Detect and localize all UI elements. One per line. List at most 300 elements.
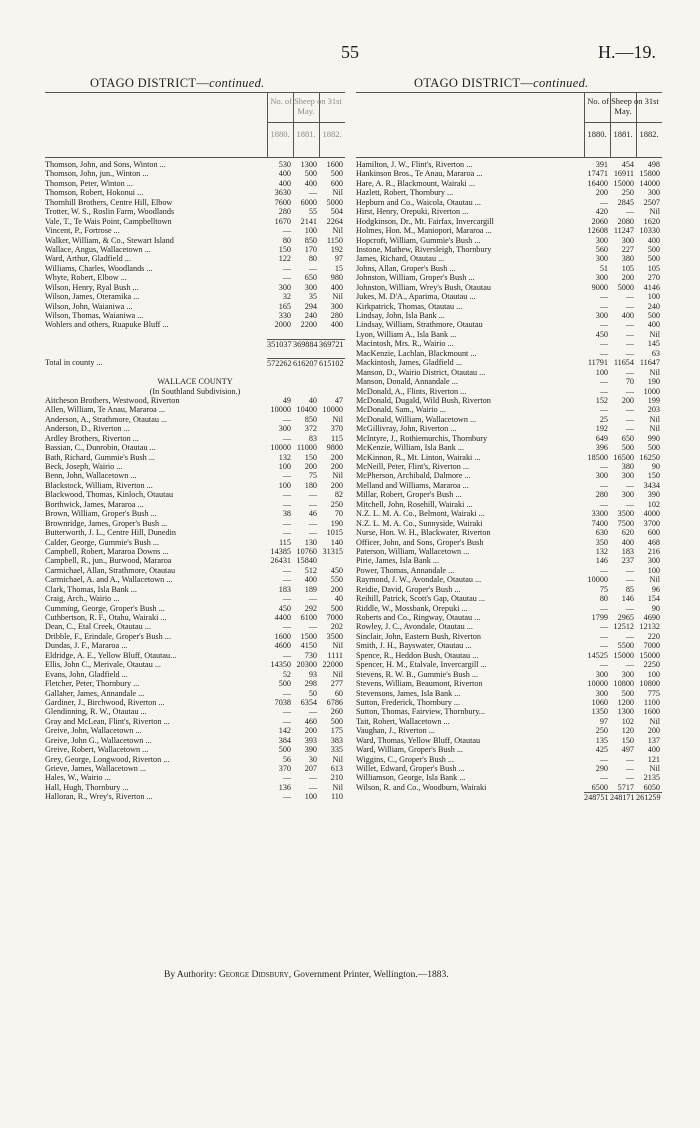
sheep-count-1880: — [599, 480, 608, 490]
owner-name: McDonald, William, Wallacetown ... [356, 414, 477, 424]
sheep-count-1881: 390 [304, 745, 317, 755]
table-row [356, 471, 662, 480]
sheep-count-1880 [267, 349, 293, 358]
sheep-count-1881: — [625, 414, 634, 424]
sheep-count-1880: — [599, 631, 608, 641]
sheep-count-1880: 10000 [270, 443, 291, 453]
sheep-count-1880: 6500 [591, 782, 608, 792]
table-row [45, 198, 345, 207]
sheep-count-1881: 616207 [293, 359, 318, 369]
sheep-count-1881: 620 [621, 528, 634, 538]
owner-name: Dean, C., Etal Creek, Otautau ... [45, 622, 151, 632]
table-row [45, 311, 345, 320]
owner-name: Grey, George, Longwood, Riverton ... [45, 754, 170, 764]
owner-name: Wohlers and others, Ruapuke Bluff ... [45, 320, 169, 330]
sheep-count-1881: — [625, 754, 634, 764]
sheep-count-1881: 30 [308, 754, 317, 764]
owner-name: Aitcheson Brothers, Westwood, Riverton [45, 395, 180, 405]
sheep-count-1881: 100 [304, 226, 317, 236]
sheep-count-1882: 600 [330, 178, 343, 188]
sheep-count-1881: 300 [304, 282, 317, 292]
owner-name: Williams, Charles, Woodlands ... [45, 263, 153, 273]
sheep-count-1881: 500 [621, 688, 634, 698]
owner-name: Hepburn and Co., Waicola, Otautau ... [356, 197, 481, 207]
table-row [356, 509, 662, 518]
sheep-count-1880: 14385 [270, 546, 291, 556]
table-row [356, 292, 662, 301]
sheep-count-1882 [319, 330, 345, 339]
sheep-count-1882: 775 [647, 688, 660, 698]
sheep-count-1882: 1015 [326, 528, 343, 538]
owner-name: Craig, Arch., Wairio ... [45, 594, 120, 604]
table-row [356, 717, 662, 726]
table-row [356, 745, 662, 754]
sheep-count-1881: 454 [621, 160, 634, 169]
sheep-count-1881: — [308, 518, 317, 528]
table-row [356, 169, 662, 178]
sheep-count-1882: 370 [330, 424, 343, 434]
table-row [45, 689, 345, 698]
sheep-count-1881: — [625, 386, 634, 396]
sheep-count-1882: 300 [647, 556, 660, 566]
owner-name: Wilson, James, Oteramika ... [45, 292, 140, 302]
owner-name: Melland and Williams, Mararoa ... [356, 480, 469, 490]
sheep-count-1881: 372 [304, 424, 317, 434]
sheep-count-1880: — [282, 575, 291, 585]
sheep-count-1880: 80 [282, 235, 291, 245]
owner-name: WALLACE COUNTY [157, 377, 233, 387]
owner-name: Ardley Brothers, Riverton ... [45, 433, 139, 443]
sheep-count-1880: 630 [595, 528, 608, 538]
table-row [45, 217, 345, 226]
sheep-count-1880: 500 [278, 679, 291, 689]
sheep-count-1880: 165 [278, 301, 291, 311]
sheep-count-1882: 9800 [326, 443, 343, 453]
sheep-count-1882: 100 [647, 292, 660, 302]
sheep-count-1880: 49 [282, 395, 291, 405]
sheep-count-1882: 10800 [639, 679, 660, 689]
sheep-count-1881: 130 [304, 537, 317, 547]
sheep-count-1882: 2135 [643, 773, 660, 783]
owner-name: Mackintosh, James, Gladfield ... [356, 358, 462, 368]
sheep-count-1881: 512 [304, 565, 317, 575]
sheep-count-1880: — [282, 471, 291, 481]
sheep-count-1881: — [625, 292, 634, 302]
sheep-count-1880: — [599, 348, 608, 358]
table-row [356, 330, 662, 339]
sheep-count-1880: 400 [278, 178, 291, 188]
owner-name: Bassian, C., Dunrobin, Otautau ... [45, 443, 156, 453]
sheep-count-1881: 200 [304, 726, 317, 736]
table-row [45, 547, 345, 556]
table-row [356, 538, 662, 547]
sheep-count-1882: 202 [330, 622, 343, 632]
owner-name: Wallace, Angus, Wallacetown ... [45, 244, 151, 254]
table-row [356, 613, 662, 622]
owner-name: James, Richard, Otautau ... [356, 254, 445, 264]
sheep-count-1882: 2264 [326, 216, 343, 226]
table-row [356, 670, 662, 679]
sheep-count-1882: 203 [647, 405, 660, 415]
sheep-count-1880: — [599, 377, 608, 387]
sheep-count-1882: 175 [330, 726, 343, 736]
owner-name: Hodgkinson, Dr., Mt. Fairfax, Invercargill [356, 216, 494, 226]
sheep-count-1882: 500 [330, 716, 343, 726]
table-row [45, 651, 345, 660]
sheep-count-1880: 450 [595, 329, 608, 339]
sheep-count-1881: 46 [308, 509, 317, 519]
table-row [45, 566, 345, 575]
sheep-count-1881: — [625, 329, 634, 339]
sheep-count-1881: — [625, 424, 634, 434]
owner-name: Blackwood, Thomas, Kinloch, Otautau [45, 490, 174, 500]
owner-name: Greive, Robert, Wallacetown ... [45, 745, 149, 755]
sheep-count-1880: 10000 [587, 679, 608, 689]
sheep-count-1880: 80 [599, 594, 608, 604]
owner-name: Thomson, Robert, Hokonui ... [45, 188, 144, 198]
table-row [45, 792, 345, 801]
total-row [356, 792, 662, 801]
sheep-count-1882: 190 [647, 377, 660, 387]
sheep-count-1881 [293, 349, 319, 358]
table-row [45, 462, 345, 471]
sheep-count-1882: 22000 [322, 660, 343, 670]
sheep-count-1882: 220 [647, 631, 660, 641]
sheep-count-1881: — [625, 480, 634, 490]
sheep-count-1881: 1300 [617, 707, 634, 717]
table-row [45, 273, 345, 282]
owner-name: Hales, W., Wairio ... [45, 773, 111, 783]
table-row [356, 368, 662, 377]
sheep-count-1882: 504 [330, 207, 343, 217]
sheep-count-1882: 1150 [326, 235, 343, 245]
total-row [45, 358, 345, 367]
sheep-count-1882: 4690 [643, 613, 660, 622]
year-1880: 1880. [587, 129, 607, 139]
owner-name: Eldridge, A. E., Yellow Bluff, Otautau... [45, 650, 177, 660]
sheep-count-1881: 10800 [613, 679, 634, 689]
sheep-count-1881: 4150 [300, 641, 317, 651]
table-row [45, 179, 345, 188]
sheep-count-1882: 300 [647, 188, 660, 198]
sheep-count-1882: 110 [331, 792, 343, 802]
right-district-title: OTAGO DISTRICT—continued. [414, 76, 589, 90]
sheep-count-1881: — [625, 405, 634, 415]
sheep-count-1881: 5500 [617, 641, 634, 651]
sheep-count-1882: 154 [647, 594, 660, 604]
sheep-count-1882: 468 [647, 537, 660, 547]
sheep-count-1880: 7600 [274, 197, 291, 207]
owner-name: Brownridge, James, Groper's Bush ... [45, 518, 168, 528]
sheep-count-1881: 93 [308, 669, 317, 679]
owner-name: Willet, Edward, Groper's Bush ... [356, 764, 465, 773]
sheep-count-1880: 280 [278, 207, 291, 217]
sheep-count-1881: 5717 [617, 782, 634, 792]
sheep-count-1882: 600 [647, 528, 660, 538]
sheep-count-1881: 400 [621, 311, 634, 320]
sheep-count-1881: 5000 [617, 282, 634, 292]
sheep-count-1882: 400 [647, 235, 660, 245]
table-row [45, 490, 345, 499]
sheep-count-1882: 150 [647, 471, 660, 481]
table-row [356, 547, 662, 556]
owner-name: Hamilton, J. W., Flint's, Riverton ... [356, 160, 473, 169]
sheep-count-1880: — [282, 226, 291, 236]
owner-name: Wilson, Henry, Ryal Bush ... [45, 282, 139, 292]
table-row [356, 226, 662, 235]
sheep-count-1881: — [625, 499, 634, 509]
sheep-count-1882: 1100 [643, 697, 660, 707]
sheep-count-1880: 4400 [274, 613, 291, 622]
table-row [45, 481, 345, 490]
sheep-count-1881: 1300 [300, 160, 317, 169]
owner-name: Blackstock, William, Riverton ... [45, 480, 153, 490]
table-row [45, 745, 345, 754]
table-row [45, 207, 345, 216]
table-row [45, 755, 345, 764]
owner-name: Hankinson Bros., Te Anau, Mararoa ... [356, 169, 483, 179]
sheep-count-1880: — [599, 386, 608, 396]
sheep-count-1882 [319, 368, 345, 377]
sheep-count-1882: 200 [330, 452, 343, 462]
sheep-count-1880: — [282, 433, 291, 443]
sheep-count-1882: 70 [334, 509, 343, 519]
table-row [45, 736, 345, 745]
sheep-count-1882: 200 [330, 480, 343, 490]
sheep-count-1880: 135 [595, 735, 608, 745]
table-row [356, 773, 662, 782]
sheep-count-1882: 105 [647, 263, 660, 273]
sheep-count-1881: 6100 [300, 613, 317, 622]
sheep-count-1882: 400 [647, 320, 660, 330]
sheep-count-1880: 75 [599, 584, 608, 594]
sheep-count-1880: 300 [278, 282, 291, 292]
sheep-count-1882: Nil [332, 292, 343, 302]
sheep-count-1880: 7400 [591, 518, 608, 528]
year-1882: 1882. [639, 129, 659, 139]
table-row [356, 453, 662, 462]
table-row [45, 434, 345, 443]
sheep-count-1881: 102 [621, 716, 634, 726]
sheep-count-1880: — [599, 641, 608, 651]
owner-name: Greive, John, Wallacetown ... [45, 726, 142, 736]
sheep-count-1880: — [282, 594, 291, 604]
sheep-count-1880: 300 [595, 471, 608, 481]
table-row [356, 500, 662, 509]
sheep-count-1882: Nil [649, 367, 660, 377]
table-row [45, 283, 345, 292]
table-row [356, 651, 662, 660]
sheep-count-1882: 400 [330, 320, 343, 330]
table-row [45, 641, 345, 650]
sheep-count-1882: 1600 [326, 160, 343, 169]
table-row [356, 245, 662, 254]
owner-name: Wiggins, C., Groper's Bush ... [356, 754, 455, 764]
owner-name: Raymond, J. W., Avondale, Otautau ... [356, 575, 482, 585]
sheep-count-1881: 150 [621, 735, 634, 745]
sheep-count-1882: 140 [330, 537, 343, 547]
sheep-count-1881: 460 [304, 716, 317, 726]
sheep-count-1882: Nil [332, 471, 343, 481]
sheep-count-1881: 200 [621, 273, 634, 283]
table-row [356, 320, 662, 329]
sheep-count-1882: 190 [330, 518, 343, 528]
sheep-count-1882: 1620 [643, 216, 660, 226]
sheep-count-1881: 300 [621, 235, 634, 245]
owner-name: Ward, Arthur, Gladfield ... [45, 254, 131, 264]
owner-name: Hirst, Henry, Orepuki, Riverton ... [356, 207, 469, 217]
owner-name: Paterson, William, Wallacetown ... [356, 546, 470, 556]
sheep-count-1881: 150 [304, 452, 317, 462]
table-row [45, 453, 345, 462]
sheep-count-1880: 1670 [274, 216, 291, 226]
owner-name: Riddle, W., Mossbank, Orepuki ... [356, 603, 468, 613]
sheep-count-1881: — [625, 603, 634, 613]
sheep-count-1882: Nil [649, 329, 660, 339]
sheep-count-1881: 300 [621, 471, 634, 481]
sheep-count-1882: 15000 [639, 650, 660, 660]
sheep-count-1882: 400 [330, 282, 343, 292]
table-row [45, 509, 345, 518]
sheep-count-1880: 32 [282, 292, 291, 302]
sheep-count-1880: 26431 [270, 556, 291, 566]
sheep-count-1882: 15800 [639, 169, 660, 179]
table-row [356, 556, 662, 565]
table-row [45, 585, 345, 594]
sheep-count-1882: Nil [649, 207, 660, 217]
sheep-count-1880: 300 [595, 688, 608, 698]
sheep-count-1882: 383 [330, 735, 343, 745]
sheep-count-1882: 210 [330, 773, 343, 783]
sheep-count-1882: 990 [647, 433, 660, 443]
sheep-count-1880: 183 [278, 584, 291, 594]
year-1881: 1881. [296, 129, 316, 139]
sheep-count-1881: 850 [304, 414, 317, 424]
sheep-count-1880: 14525 [587, 650, 608, 660]
owner-name: Lindsay, John, Isla Bank ... [356, 311, 445, 320]
sheep-count-1880: 290 [595, 764, 608, 773]
sheep-count-1880: 2060 [591, 216, 608, 226]
owner-name: McDonald, Sam., Wairio ... [356, 405, 446, 415]
sheep-count-1881: 189 [304, 584, 317, 594]
table-row [356, 481, 662, 490]
sheep-count-1882: Nil [649, 424, 660, 434]
owner-name: Manson, D., Wairio District, Otautau ... [356, 367, 486, 377]
sheep-count-1881 [293, 330, 319, 339]
sheep-count-1882: 145 [647, 339, 660, 349]
owner-name: Manson, Donald, Annandale ... [356, 377, 458, 387]
sheep-count-1882: 11647 [639, 358, 660, 368]
sheep-count-1881: 7500 [617, 518, 634, 528]
sheep-count-1880: — [282, 707, 291, 717]
sheep-count-1882: 7000 [326, 613, 343, 622]
sheep-count-1881: 15000 [613, 178, 634, 188]
table-row [45, 679, 345, 688]
sheep-count-1880: 350 [595, 537, 608, 547]
sheep-count-1882: Nil [332, 782, 343, 792]
sheep-count-1880: 115 [279, 537, 291, 547]
owner-name: Fletcher, Peter, Thornbury ... [45, 679, 140, 689]
owner-name: Holmes, Hon. M., Maniopori, Mararoa ... [356, 226, 492, 236]
owner-name: Walker, William, & Co., Stewart Island [45, 235, 174, 245]
owner-name: MacKenzie, Lachlan, Blackmount ... [356, 348, 477, 358]
table-row [45, 264, 345, 273]
left-rows [45, 160, 345, 802]
owner-name: Reidie, David, Groper's Bush ... [356, 584, 461, 594]
table-row [356, 736, 662, 745]
sheep-count-1880: — [282, 273, 291, 283]
owner-name: Johnston, William, Groper's Bush ... [356, 273, 475, 283]
owner-name: Wilson, John, Waianiwa ... [45, 301, 133, 311]
sheep-count-1882: Nil [649, 764, 660, 773]
spacer-row [45, 330, 345, 339]
owner-name: Ellis, John C., Merivale, Otautau ... [45, 660, 161, 670]
table-row [45, 245, 345, 254]
sheep-count-1880: 500 [278, 745, 291, 755]
sheep-count-1882: 260 [330, 707, 343, 717]
sheep-count-1882: 47 [334, 395, 343, 405]
sheep-count-1881: 6354 [300, 697, 317, 707]
sheep-count-1880: 100 [278, 480, 291, 490]
table-row [45, 519, 345, 528]
sheep-count-1880: 530 [278, 160, 291, 169]
sheep-count-1882: 6786 [326, 697, 343, 707]
owner-name: Spence, R., Heddon Bush, Otautau ... [356, 650, 479, 660]
sheep-count-1881: — [625, 575, 634, 585]
sheep-count-1881: 2141 [300, 216, 317, 226]
owner-name: Benn, John, Wallacetown ... [45, 471, 137, 481]
sheep-count-1882 [319, 556, 345, 565]
table-row [356, 575, 662, 584]
owner-name [45, 349, 267, 358]
owner-name: Jukes, M. D'A., Aparima, Otautau ... [356, 292, 476, 302]
sheep-count-1882: 137 [647, 735, 660, 745]
county-heading [45, 387, 345, 396]
sheep-count-1880: 330 [278, 311, 291, 320]
owner-name: Wilson, Thomas, Waianiwa ... [45, 311, 144, 320]
owner-name: Millar, Robert, Groper's Bush ... [356, 490, 462, 500]
table-row [45, 405, 345, 414]
printer-imprint: By Authority: George Didsbury, Government Printer, Wellington.—1883. [164, 970, 449, 980]
table-row [45, 613, 345, 622]
owner-name: Hare, A. R., Blackmount, Wairaki ... [356, 178, 476, 188]
sheep-count-1882: 2507 [643, 197, 660, 207]
sheep-count-1881: — [308, 773, 317, 783]
owner-name: Campbell, R., jun., Burwood, Mararoa [45, 556, 172, 566]
owner-name: Whyte, Robert, Elbow ... [45, 273, 127, 283]
owner-name: Brown, William, Groper's Bush ... [45, 509, 157, 519]
sheep-count-1882: 100 [647, 565, 660, 575]
sheep-count-1881: 6000 [300, 197, 317, 207]
sheep-count-1881: 400 [304, 178, 317, 188]
table-row [356, 726, 662, 735]
sheep-count-1881: 20300 [296, 660, 317, 670]
page-number: 55 [341, 42, 359, 62]
sheep-count-1880: 300 [595, 254, 608, 264]
document-reference: H.—19. [598, 42, 656, 62]
sheep-count-1881: 40 [308, 395, 317, 405]
sheep-count-1882: 199 [647, 395, 660, 405]
sheep-count-1880: 370 [278, 764, 291, 773]
left-table-header [45, 92, 345, 158]
sheep-count-1881: — [625, 660, 634, 670]
sheep-count-1880: 560 [595, 244, 608, 254]
sheep-count-1880: 142 [278, 726, 291, 736]
table-row [356, 622, 662, 631]
sheep-count-1881: 497 [621, 745, 634, 755]
owner-name: Carmichael, A. and A., Wallacetown ... [45, 575, 173, 585]
table-row [356, 179, 662, 188]
